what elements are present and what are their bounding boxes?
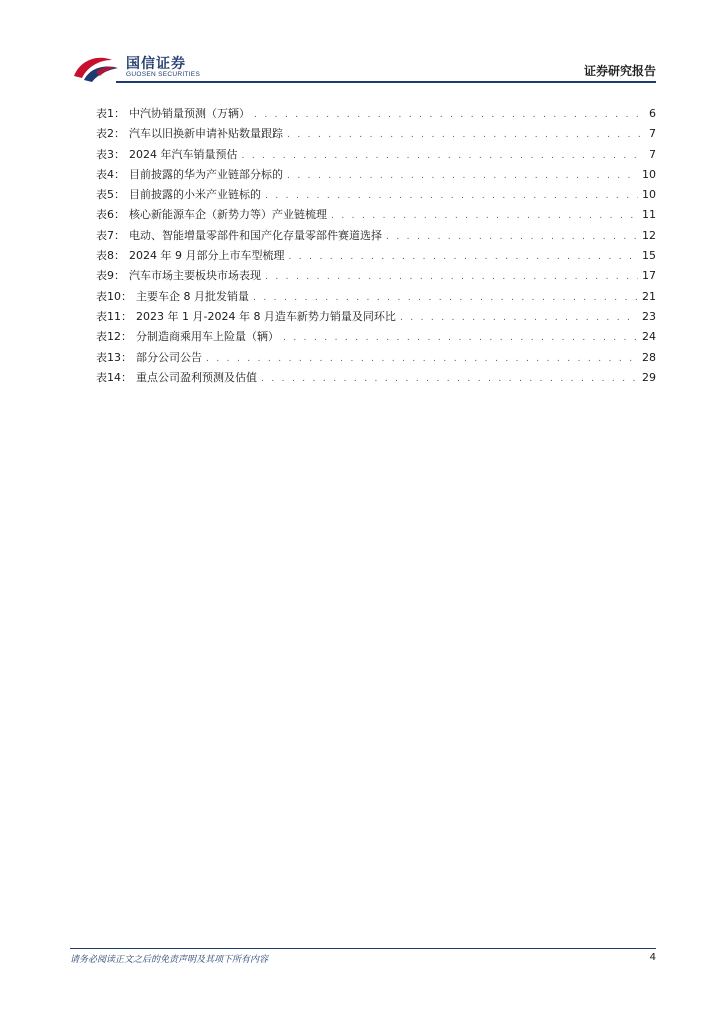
toc-entry-title: 部分公司公告 — [136, 350, 202, 364]
toc-entry[interactable] — [96, 205, 656, 225]
toc-dot-leader — [265, 186, 638, 206]
toc-entry-page: 11 — [642, 208, 656, 222]
toc-entry[interactable] — [96, 246, 656, 266]
toc-dot-leader — [261, 369, 638, 389]
guosen-logo — [70, 50, 270, 84]
toc-entry-page: 24 — [642, 330, 656, 344]
toc-entry-title: 2023 年 1 月-2024 年 8 月造车新势力销量及同环比 — [136, 309, 396, 323]
toc-dot-leader — [287, 166, 638, 186]
toc-entry-title: 分制造商乘用车上险量（辆） — [136, 330, 279, 344]
toc-entry-page: 28 — [642, 350, 656, 364]
toc-entry-title: 电动、智能增量零部件和国产化存量零部件赛道选择 — [129, 228, 382, 242]
footer-disclaimer: 请务必阅读正文之后的免责声明及其项下所有内容 — [70, 955, 269, 965]
toc-dot-leader — [253, 288, 638, 308]
toc-dot-leader — [287, 125, 640, 145]
toc-entry-title: 目前披露的华为产业链部分标的 — [129, 167, 283, 181]
toc-entry-title: 中汽协销量预测（万辆） — [129, 107, 250, 120]
header-divider — [116, 81, 656, 83]
toc-entry[interactable] — [96, 104, 656, 124]
toc-entry[interactable] — [96, 287, 656, 307]
toc-entry-page: 17 — [642, 269, 656, 283]
toc-entry-label: 表10： — [96, 289, 132, 303]
toc-entry-page: 29 — [642, 370, 656, 384]
toc-entry[interactable] — [96, 307, 656, 327]
toc-entry-label: 表12： — [96, 330, 132, 344]
toc-dot-leader — [331, 206, 638, 226]
footer-divider — [70, 948, 656, 949]
toc-dot-leader — [288, 247, 638, 267]
toc-entry[interactable] — [96, 368, 656, 388]
report-type-label: 证券研究报告 — [583, 64, 656, 78]
toc-entry-title: 汽车以旧换新申请补贴数量跟踪 — [129, 127, 283, 141]
toc-entry-page: 6 — [649, 107, 656, 120]
page-header — [70, 48, 656, 84]
toc-entry-page: 12 — [642, 228, 656, 242]
logo-english-name: GUOSEN SECURITIES — [126, 71, 201, 78]
toc-entry-title: 2024 年汽车销量预估 — [129, 147, 238, 161]
toc-entry-title: 主要车企 8 月批发销量 — [136, 289, 249, 303]
toc-entry-title: 目前披露的小米产业链标的 — [129, 188, 261, 202]
toc-entry[interactable] — [96, 185, 656, 205]
toc-entry-label: 表11： — [96, 309, 132, 323]
toc-entry-page: 10 — [642, 188, 656, 202]
toc-entry-label: 表7： — [96, 228, 125, 242]
toc-dot-leader — [242, 146, 641, 166]
toc-entry-page: 23 — [642, 309, 656, 323]
toc-entry-title: 汽车市场主要板块市场表现 — [129, 269, 261, 283]
toc-entry-title: 重点公司盈利预测及估值 — [136, 370, 257, 384]
toc-entry-label: 表2： — [96, 127, 125, 141]
toc-entry-label: 表13： — [96, 350, 132, 364]
toc-entry[interactable] — [96, 226, 656, 246]
toc-entry-page: 10 — [642, 167, 656, 181]
page-number: 4 — [649, 952, 656, 963]
toc-entry-page: 21 — [642, 289, 656, 303]
logo-chinese-name: 国信证券 — [126, 56, 186, 72]
toc-entry-page: 15 — [642, 249, 656, 263]
table-list-toc — [96, 104, 656, 388]
toc-dot-leader — [254, 105, 640, 125]
toc-entry[interactable] — [96, 124, 656, 144]
toc-dot-leader — [283, 328, 638, 348]
toc-entry-label: 表3： — [96, 147, 125, 161]
toc-entry[interactable] — [96, 266, 656, 286]
toc-dot-leader — [400, 308, 638, 328]
toc-entry-label: 表9： — [96, 269, 125, 283]
toc-entry-title: 2024 年 9 月部分上市车型梳理 — [129, 249, 285, 263]
toc-entry-title: 核心新能源车企（新势力等）产业链梳理 — [129, 208, 327, 222]
toc-entry-label: 表8： — [96, 249, 125, 263]
toc-entry-page: 7 — [649, 127, 656, 141]
toc-entry[interactable] — [96, 348, 656, 368]
toc-entry[interactable] — [96, 165, 656, 185]
toc-dot-leader — [265, 267, 638, 287]
toc-entry[interactable] — [96, 145, 656, 165]
toc-dot-leader — [206, 349, 638, 369]
toc-entry-label: 表4： — [96, 167, 125, 181]
toc-entry-label: 表6： — [96, 208, 125, 222]
toc-entry[interactable] — [96, 327, 656, 347]
toc-entry-label: 表1： — [96, 107, 125, 120]
toc-entry-page: 7 — [649, 147, 656, 161]
toc-entry-label: 表5： — [96, 188, 125, 202]
guosen-logo-icon — [70, 50, 122, 84]
toc-entry-label: 表14： — [96, 370, 132, 384]
toc-dot-leader — [386, 227, 638, 247]
